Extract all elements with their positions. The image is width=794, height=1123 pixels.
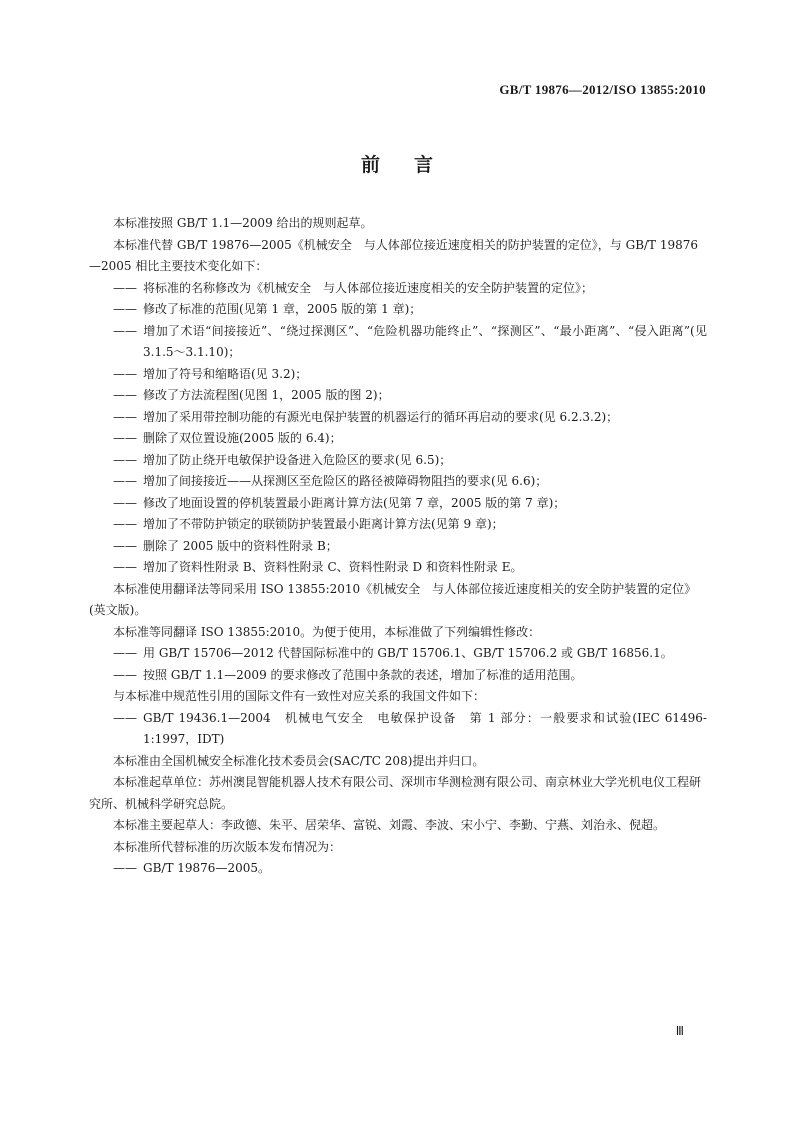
dash-marker: —— [113, 323, 137, 338]
dash-marker: —— [113, 517, 137, 531]
dash-marker: —— [113, 495, 137, 510]
dash-marker: —— [113, 409, 137, 424]
list-item-edit: —— 用 GB/T 15706—2012 代替国际标准中的 GB/T 15706.1、GB/T 15706.2 或 GB/T 16856.1。 [89, 643, 707, 665]
list-item-change: —— 修改了地面设置的停机装置最小距离计算方法(见第 7 章，2005 版的第 7 章)； [89, 493, 707, 515]
paragraph-translation-method: 本标准使用翻译法等同采用 ISO 13855:2010《机械安全 与人体部位接近速度相关的安全防护装置的定位》(英文版)。 [89, 581, 697, 617]
list-item-change: —— 增加了不带防护锁定的联锁防护装置最小距离计算方法(见第 9 章)； [89, 514, 707, 536]
dash-marker: —— [113, 280, 137, 295]
list-item-change: —— 增加了术语“间接接近”、“绕过探测区”、“危险机器功能终止”、“探测区”、“最小距离”、“侵入距离”(见 3.1.5～3.1.10)； [89, 321, 707, 364]
list-item-change: —— 增加了间接接近——从探测区至危险区的路径被障碍物阻挡的要求(见 6.6)； [89, 471, 707, 493]
list-item-change: —— 将标准的名称修改为《机械安全 与人体部位接近速度相关的安全防护装置的定位》； [89, 278, 707, 300]
list-item-change: —— 删除了 2005 版中的资料性附录 B； [89, 536, 707, 558]
dash-marker: —— [113, 474, 137, 488]
paragraph-corresponding-documents: 与本标准中规范性引用的国际文件有一致性对应关系的我国文件如下： [113, 689, 486, 703]
dash-marker: —— [113, 538, 137, 553]
page-number: Ⅲ [675, 1024, 684, 1038]
foreword-body [89, 213, 707, 880]
paragraph-drafters: 本标准主要起草人：李政德、朱平、居荣华、富锐、刘霞、李波、宋小宁、李勤、宁燕、刘治永、倪超。 [113, 818, 666, 832]
dash-marker: —— [113, 388, 137, 402]
list-item-edit: —— 按照 GB/T 1.1—2009 的要求修改了范围中条款的表述，增加了标准的适用范围。 [89, 665, 707, 687]
dash-marker: —— [113, 366, 137, 381]
dash-marker: —— [113, 710, 137, 725]
dash-marker: —— [113, 302, 137, 316]
paragraph-drafting-rules: 本标准按照 GB/T 1.1—2009 给出的规则起草。 [113, 216, 373, 230]
dash-marker: —— [113, 431, 137, 445]
paragraph-drafting-units: 本标准起草单位：苏州澳昆智能机器人技术有限公司、深圳市华测检测有限公司、南京林业大学光机电仪工程研究所、机械科学研究总院。 [89, 775, 702, 811]
list-item-change: —— 删除了双位置设施(2005 版的 6.4)； [89, 428, 707, 450]
list-item-change: —— 修改了标准的范围(见第 1 章，2005 版的第 1 章)； [89, 299, 707, 321]
page-title: 前言 [360, 154, 467, 176]
list-item-history: —— GB/T 19876—2005。 [89, 858, 707, 880]
dash-marker: —— [113, 452, 137, 467]
list-item-change: —— 修改了方法流程图(见图 1，2005 版的图 2)； [89, 385, 707, 407]
dash-marker: —— [113, 861, 137, 875]
list-item-reference: —— GB/T 19436.1—2004 机械电气安全 电敏保护设备 第 1 部分：一般要求和试验(IEC 61496-1:1997，IDT) [89, 708, 707, 751]
list-item-change: —— 增加了资料性附录 B、资料性附录 C、资料性附录 D 和资料性附录 E。 [89, 557, 707, 579]
list-item-change: —— 增加了防止绕开电敏保护设备进入危险区的要求(见 6.5)； [89, 450, 707, 472]
standard-code-header: GB/T 19876—2012/ISO 13855:2010 [499, 82, 706, 97]
paragraph-proposer: 本标准由全国机械安全标准化技术委员会(SAC/TC 208)提出并归口。 [113, 753, 485, 768]
dash-marker: —— [113, 667, 137, 682]
dash-marker: —— [113, 560, 137, 574]
paragraph-replacement: 本标准代替 GB/T 19876—2005《机械安全 与人体部位接近速度相关的防护装置的定位》，与 GB/T 19876—2005 相比主要技术变化如下： [89, 237, 699, 273]
list-item-change: —— 增加了符号和缩略语(见 3.2)； [89, 364, 707, 386]
paragraph-history-intro: 本标准所代替标准的历次版本发布情况为： [113, 839, 342, 854]
dash-marker: —— [113, 646, 137, 660]
paragraph-editorial-changes: 本标准等同翻译 ISO 13855:2010。为便于使用，本标准做了下列编辑性修改： [113, 624, 541, 639]
list-item-change: —— 增加了采用带控制功能的有源光电保护装置的机器运行的循环再启动的要求(见 6.2.3.2)； [89, 407, 707, 429]
